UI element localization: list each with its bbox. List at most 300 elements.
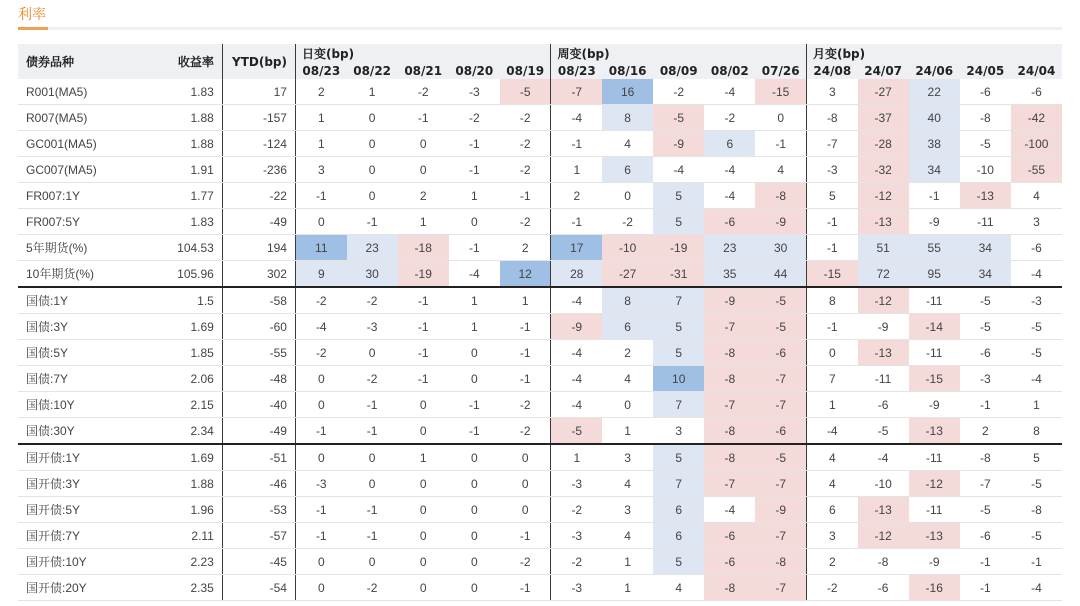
daily-change-cell: -1 xyxy=(398,287,449,314)
daily-change-cell: -1 xyxy=(398,314,449,340)
monthly-change-cell: -6 xyxy=(1011,235,1062,261)
monthly-change-cell: -4 xyxy=(1011,366,1062,392)
active-tab-underline xyxy=(18,27,48,30)
daily-change-cell: -1 xyxy=(295,523,346,549)
monthly-change-cell: -6 xyxy=(960,340,1011,366)
weekly-change-cell: -9 xyxy=(551,314,602,340)
monthly-change-cell: -1 xyxy=(806,314,857,340)
monthly-change-cell: -1 xyxy=(960,575,1011,601)
weekly-change-cell: -6 xyxy=(704,549,755,575)
monthly-change-cell: 6 xyxy=(806,497,857,523)
monthly-change-cell: -6 xyxy=(960,79,1011,105)
table-row xyxy=(18,209,1062,235)
monthly-change-cell: 34 xyxy=(960,235,1011,261)
weekly-change-cell: 1 xyxy=(602,418,653,445)
daily-change-cell: -1 xyxy=(398,105,449,131)
monthly-change-cell: -6 xyxy=(960,523,1011,549)
monthly-change-cell: -1 xyxy=(909,183,960,209)
monthly-change-cell: 0 xyxy=(806,340,857,366)
ytd-cell: -55 xyxy=(222,340,295,366)
header-monthly-date: 24/05 xyxy=(960,62,1011,79)
monthly-change-cell: -4 xyxy=(858,444,909,471)
daily-change-cell: -3 xyxy=(449,79,500,105)
daily-change-cell: 1 xyxy=(398,209,449,235)
header-bond-type: 债券品种 xyxy=(18,44,150,79)
weekly-change-cell: 4 xyxy=(653,575,704,601)
weekly-change-cell: -5 xyxy=(755,287,806,314)
bond-name-cell: 国开债:5Y xyxy=(18,497,150,523)
weekly-change-cell: -4 xyxy=(704,157,755,183)
monthly-change-cell: -5 xyxy=(960,287,1011,314)
monthly-change-cell: -8 xyxy=(1011,497,1062,523)
weekly-change-cell: -8 xyxy=(755,549,806,575)
monthly-change-cell: 7 xyxy=(806,366,857,392)
weekly-change-cell: 10 xyxy=(653,366,704,392)
table-row xyxy=(18,183,1062,209)
daily-change-cell: 0 xyxy=(347,444,398,471)
bond-name-cell: 国债:10Y xyxy=(18,392,150,418)
weekly-change-cell: -8 xyxy=(704,575,755,601)
monthly-change-cell: -3 xyxy=(960,366,1011,392)
monthly-change-cell: 3 xyxy=(806,79,857,105)
weekly-change-cell: -9 xyxy=(755,497,806,523)
yield-cell: 1.83 xyxy=(150,79,222,105)
weekly-change-cell: -4 xyxy=(704,497,755,523)
weekly-change-cell: 7 xyxy=(653,287,704,314)
header-daily-date: 08/19 xyxy=(500,62,551,79)
ytd-cell: -40 xyxy=(222,392,295,418)
weekly-change-cell: -8 xyxy=(704,418,755,445)
yield-cell: 1.69 xyxy=(150,444,222,471)
monthly-change-cell: -12 xyxy=(858,183,909,209)
monthly-change-cell: 72 xyxy=(858,261,909,288)
yield-cell: 1.88 xyxy=(150,131,222,157)
yield-cell: 1.5 xyxy=(150,287,222,314)
daily-change-cell: 0 xyxy=(295,575,346,601)
ytd-cell: -51 xyxy=(222,444,295,471)
monthly-change-cell: -5 xyxy=(960,497,1011,523)
bond-name-cell: FR007:5Y xyxy=(18,209,150,235)
bond-name-cell: 国开债:7Y xyxy=(18,523,150,549)
monthly-change-cell: -13 xyxy=(960,183,1011,209)
weekly-change-cell: 16 xyxy=(602,79,653,105)
daily-change-cell: -2 xyxy=(500,157,551,183)
header-daily-date: 08/21 xyxy=(398,62,449,79)
weekly-change-cell: -7 xyxy=(755,392,806,418)
daily-change-cell: 0 xyxy=(347,183,398,209)
weekly-change-cell: 35 xyxy=(704,261,755,288)
daily-change-cell: 23 xyxy=(347,235,398,261)
monthly-change-cell: -15 xyxy=(909,366,960,392)
daily-change-cell: 0 xyxy=(295,209,346,235)
monthly-change-cell: 34 xyxy=(960,261,1011,288)
ytd-cell: -60 xyxy=(222,314,295,340)
weekly-change-cell: 6 xyxy=(653,497,704,523)
weekly-change-cell: -6 xyxy=(755,340,806,366)
header-daily-date: 08/23 xyxy=(295,62,346,79)
weekly-change-cell: -5 xyxy=(653,105,704,131)
weekly-change-cell: -2 xyxy=(704,105,755,131)
monthly-change-cell: -6 xyxy=(1011,79,1062,105)
weekly-change-cell: -6 xyxy=(704,523,755,549)
header-monthly-date: 24/08 xyxy=(806,62,857,79)
bond-name-cell: 国开债:3Y xyxy=(18,471,150,497)
monthly-change-cell: -4 xyxy=(1011,261,1062,288)
weekly-change-cell: 5 xyxy=(653,444,704,471)
monthly-change-cell: -13 xyxy=(858,340,909,366)
ytd-cell: -48 xyxy=(222,366,295,392)
weekly-change-cell: -3 xyxy=(551,471,602,497)
weekly-change-cell: 5 xyxy=(653,209,704,235)
ytd-cell: -58 xyxy=(222,287,295,314)
monthly-change-cell: -16 xyxy=(909,575,960,601)
monthly-change-cell: -7 xyxy=(806,131,857,157)
monthly-change-cell: -1 xyxy=(960,392,1011,418)
weekly-change-cell: 3 xyxy=(653,418,704,445)
daily-change-cell: -2 xyxy=(398,79,449,105)
monthly-change-cell: -11 xyxy=(909,444,960,471)
weekly-change-cell: 30 xyxy=(755,235,806,261)
daily-change-cell: 0 xyxy=(347,549,398,575)
weekly-change-cell: 4 xyxy=(602,366,653,392)
daily-change-cell: -2 xyxy=(500,105,551,131)
yield-cell: 2.23 xyxy=(150,549,222,575)
weekly-change-cell: -4 xyxy=(551,287,602,314)
header-weekly-date: 08/02 xyxy=(704,62,755,79)
daily-change-cell: 0 xyxy=(500,497,551,523)
weekly-change-cell: -3 xyxy=(551,575,602,601)
monthly-change-cell: 4 xyxy=(1011,183,1062,209)
monthly-change-cell: -9 xyxy=(909,209,960,235)
daily-change-cell: 0 xyxy=(500,471,551,497)
daily-change-cell: 0 xyxy=(347,105,398,131)
weekly-change-cell: -8 xyxy=(704,340,755,366)
daily-change-cell: -2 xyxy=(500,418,551,445)
daily-change-cell: -1 xyxy=(449,157,500,183)
monthly-change-cell: -3 xyxy=(806,157,857,183)
header-weekly-date: 08/23 xyxy=(551,62,602,79)
monthly-change-cell: -14 xyxy=(909,314,960,340)
daily-change-cell: -1 xyxy=(500,340,551,366)
daily-change-cell: 0 xyxy=(295,444,346,471)
weekly-change-cell: 5 xyxy=(653,340,704,366)
weekly-change-cell: 17 xyxy=(551,235,602,261)
monthly-change-cell: -9 xyxy=(909,549,960,575)
daily-change-cell: 0 xyxy=(449,575,500,601)
daily-change-cell: 1 xyxy=(295,131,346,157)
yield-cell: 2.34 xyxy=(150,418,222,445)
daily-change-cell: 0 xyxy=(449,340,500,366)
daily-change-cell: -1 xyxy=(449,418,500,445)
rates-table-body xyxy=(18,79,1062,601)
weekly-change-cell: -27 xyxy=(602,261,653,288)
daily-change-cell: 0 xyxy=(449,366,500,392)
daily-change-cell: -1 xyxy=(347,497,398,523)
header-ytd: YTD(bp) xyxy=(222,44,295,79)
weekly-change-cell: -1 xyxy=(755,131,806,157)
weekly-change-cell: 23 xyxy=(704,235,755,261)
weekly-change-cell: 8 xyxy=(602,105,653,131)
daily-change-cell: -1 xyxy=(500,366,551,392)
yield-cell: 1.96 xyxy=(150,497,222,523)
monthly-change-cell: 55 xyxy=(909,235,960,261)
daily-change-cell: -2 xyxy=(500,392,551,418)
daily-change-cell: -1 xyxy=(295,418,346,445)
weekly-change-cell: -7 xyxy=(704,314,755,340)
daily-change-cell: -1 xyxy=(500,523,551,549)
ytd-cell: 17 xyxy=(222,79,295,105)
monthly-change-cell: 5 xyxy=(806,183,857,209)
weekly-change-cell: -5 xyxy=(551,418,602,445)
yield-cell: 104.53 xyxy=(150,235,222,261)
monthly-change-cell: -9 xyxy=(909,392,960,418)
monthly-change-cell: -5 xyxy=(1011,314,1062,340)
daily-change-cell: 0 xyxy=(347,157,398,183)
bond-name-cell: 国开债:20Y xyxy=(18,575,150,601)
weekly-change-cell: 5 xyxy=(653,314,704,340)
daily-change-cell: 11 xyxy=(295,235,346,261)
monthly-change-cell: -37 xyxy=(858,105,909,131)
weekly-change-cell: 0 xyxy=(602,183,653,209)
daily-change-cell: -2 xyxy=(500,209,551,235)
weekly-change-cell: -2 xyxy=(551,549,602,575)
daily-change-cell: 0 xyxy=(398,497,449,523)
table-row xyxy=(18,340,1062,366)
daily-change-cell: -2 xyxy=(347,287,398,314)
weekly-change-cell: -4 xyxy=(551,105,602,131)
daily-change-cell: 30 xyxy=(347,261,398,288)
bond-name-cell: 国开债:10Y xyxy=(18,549,150,575)
header-daily-date: 08/20 xyxy=(449,62,500,79)
weekly-change-cell: -7 xyxy=(755,523,806,549)
bond-name-cell: 国债:3Y xyxy=(18,314,150,340)
bond-name-cell: 国债:5Y xyxy=(18,340,150,366)
monthly-change-cell: 8 xyxy=(806,287,857,314)
monthly-change-cell: 8 xyxy=(1011,418,1062,445)
yield-cell: 2.35 xyxy=(150,575,222,601)
monthly-change-cell: 40 xyxy=(909,105,960,131)
monthly-change-cell: 22 xyxy=(909,79,960,105)
weekly-change-cell: -4 xyxy=(704,183,755,209)
monthly-change-cell: 38 xyxy=(909,131,960,157)
weekly-change-cell: -1 xyxy=(551,131,602,157)
weekly-change-cell: -8 xyxy=(704,366,755,392)
daily-change-cell: 1 xyxy=(449,183,500,209)
daily-change-cell: 0 xyxy=(398,471,449,497)
weekly-change-cell: -4 xyxy=(704,79,755,105)
weekly-change-cell: 7 xyxy=(653,392,704,418)
daily-change-cell: -1 xyxy=(500,314,551,340)
weekly-change-cell: 1 xyxy=(602,575,653,601)
daily-change-cell: 0 xyxy=(398,523,449,549)
daily-change-cell: 0 xyxy=(398,575,449,601)
daily-change-cell: 0 xyxy=(398,549,449,575)
daily-change-cell: -1 xyxy=(500,575,551,601)
monthly-change-cell: -6 xyxy=(858,392,909,418)
ytd-cell: -157 xyxy=(222,105,295,131)
daily-change-cell: -1 xyxy=(295,497,346,523)
daily-change-cell: 0 xyxy=(398,392,449,418)
yield-cell: 2.06 xyxy=(150,366,222,392)
weekly-change-cell: -6 xyxy=(704,209,755,235)
monthly-change-cell: -11 xyxy=(909,287,960,314)
daily-change-cell: -1 xyxy=(347,392,398,418)
weekly-change-cell: -31 xyxy=(653,261,704,288)
yield-cell: 1.88 xyxy=(150,105,222,131)
header-weekly-date: 07/26 xyxy=(755,62,806,79)
monthly-change-cell: -5 xyxy=(858,418,909,445)
daily-change-cell: -2 xyxy=(347,366,398,392)
monthly-change-cell: -13 xyxy=(909,418,960,445)
daily-change-cell: -2 xyxy=(500,549,551,575)
weekly-change-cell: -7 xyxy=(755,575,806,601)
weekly-change-cell: 4 xyxy=(602,471,653,497)
weekly-change-cell: 1 xyxy=(551,157,602,183)
bond-name-cell: 国债:1Y xyxy=(18,287,150,314)
daily-change-cell: -1 xyxy=(295,183,346,209)
monthly-change-cell: -5 xyxy=(1011,340,1062,366)
weekly-change-cell: 3 xyxy=(602,444,653,471)
monthly-change-cell: -55 xyxy=(1011,157,1062,183)
monthly-change-cell: 4 xyxy=(806,471,857,497)
daily-change-cell: -1 xyxy=(500,183,551,209)
monthly-change-cell: 51 xyxy=(858,235,909,261)
table-row xyxy=(18,366,1062,392)
monthly-change-cell: -2 xyxy=(806,575,857,601)
section-tab-label[interactable]: 利率 xyxy=(18,7,46,23)
monthly-change-cell: -7 xyxy=(960,471,1011,497)
daily-change-cell: -2 xyxy=(500,131,551,157)
bond-name-cell: GC001(MA5) xyxy=(18,131,150,157)
ytd-cell: -53 xyxy=(222,497,295,523)
weekly-change-cell: -5 xyxy=(755,314,806,340)
monthly-change-cell: -15 xyxy=(806,261,857,288)
weekly-change-cell: 28 xyxy=(551,261,602,288)
ytd-cell: -49 xyxy=(222,209,295,235)
daily-change-cell: 1 xyxy=(398,444,449,471)
ytd-cell: -46 xyxy=(222,471,295,497)
daily-change-cell: 0 xyxy=(500,444,551,471)
daily-change-cell: -3 xyxy=(295,471,346,497)
daily-change-cell: 0 xyxy=(398,131,449,157)
weekly-change-cell: -2 xyxy=(602,209,653,235)
monthly-change-cell: -10 xyxy=(960,157,1011,183)
monthly-change-cell: -3 xyxy=(1011,287,1062,314)
header-weekly-change: 周变(bp) xyxy=(551,44,807,62)
weekly-change-cell: 4 xyxy=(755,157,806,183)
yield-cell: 105.96 xyxy=(150,261,222,288)
daily-change-cell: 2 xyxy=(398,183,449,209)
daily-change-cell: 12 xyxy=(500,261,551,288)
ytd-cell: 302 xyxy=(222,261,295,288)
daily-change-cell: -2 xyxy=(295,287,346,314)
weekly-change-cell: -5 xyxy=(755,444,806,471)
weekly-change-cell: -10 xyxy=(602,235,653,261)
weekly-change-cell: 4 xyxy=(602,131,653,157)
daily-change-cell: 1 xyxy=(449,287,500,314)
daily-change-cell: -1 xyxy=(347,418,398,445)
daily-change-cell: -1 xyxy=(347,523,398,549)
monthly-change-cell: -11 xyxy=(909,340,960,366)
monthly-change-cell: -8 xyxy=(806,105,857,131)
yield-cell: 1.88 xyxy=(150,471,222,497)
bond-name-cell: R001(MA5) xyxy=(18,79,150,105)
daily-change-cell: -1 xyxy=(398,340,449,366)
monthly-change-cell: -5 xyxy=(1011,471,1062,497)
table-row xyxy=(18,235,1062,261)
weekly-change-cell: -2 xyxy=(551,497,602,523)
monthly-change-cell: -32 xyxy=(858,157,909,183)
daily-change-cell: 0 xyxy=(449,497,500,523)
ytd-cell: -236 xyxy=(222,157,295,183)
weekly-change-cell: 0 xyxy=(602,392,653,418)
table-row xyxy=(18,471,1062,497)
header-weekly-date: 08/16 xyxy=(602,62,653,79)
monthly-change-cell: -9 xyxy=(858,314,909,340)
daily-change-cell: -2 xyxy=(347,575,398,601)
monthly-change-cell: -13 xyxy=(858,209,909,235)
bond-name-cell: FR007:1Y xyxy=(18,183,150,209)
monthly-change-cell: 1 xyxy=(1011,392,1062,418)
bond-name-cell: 国债:30Y xyxy=(18,418,150,445)
weekly-change-cell: 44 xyxy=(755,261,806,288)
table-row xyxy=(18,418,1062,445)
monthly-change-cell: -100 xyxy=(1011,131,1062,157)
monthly-change-cell: -10 xyxy=(858,471,909,497)
monthly-change-cell: -13 xyxy=(858,497,909,523)
monthly-change-cell: -27 xyxy=(858,79,909,105)
monthly-change-cell: 3 xyxy=(806,523,857,549)
daily-change-cell: 0 xyxy=(398,418,449,445)
daily-change-cell: 0 xyxy=(449,549,500,575)
monthly-change-cell: 95 xyxy=(909,261,960,288)
table-row xyxy=(18,314,1062,340)
header-monthly-date: 24/07 xyxy=(858,62,909,79)
daily-change-cell: 1 xyxy=(449,314,500,340)
monthly-change-cell: -1 xyxy=(1011,549,1062,575)
weekly-change-cell: 1 xyxy=(602,549,653,575)
daily-change-cell: 0 xyxy=(347,340,398,366)
weekly-change-cell: -3 xyxy=(551,523,602,549)
table-row xyxy=(18,497,1062,523)
daily-change-cell: -1 xyxy=(449,131,500,157)
daily-change-cell: -1 xyxy=(449,392,500,418)
daily-change-cell: 1 xyxy=(295,105,346,131)
daily-change-cell: 0 xyxy=(398,157,449,183)
ytd-cell: -49 xyxy=(222,418,295,445)
weekly-change-cell: 1 xyxy=(551,444,602,471)
daily-change-cell: -4 xyxy=(295,314,346,340)
daily-change-cell: 0 xyxy=(449,209,500,235)
monthly-change-cell: -12 xyxy=(909,471,960,497)
monthly-change-cell: 34 xyxy=(909,157,960,183)
ytd-cell: -124 xyxy=(222,131,295,157)
table-row xyxy=(18,79,1062,105)
weekly-change-cell: -7 xyxy=(755,366,806,392)
monthly-change-cell: -13 xyxy=(909,523,960,549)
weekly-change-cell: 6 xyxy=(602,314,653,340)
weekly-change-cell: 6 xyxy=(602,157,653,183)
weekly-change-cell: -7 xyxy=(551,79,602,105)
monthly-change-cell: 4 xyxy=(806,444,857,471)
daily-change-cell: 0 xyxy=(295,392,346,418)
monthly-change-cell: -11 xyxy=(858,366,909,392)
ytd-cell: 194 xyxy=(222,235,295,261)
monthly-change-cell: -5 xyxy=(960,131,1011,157)
monthly-change-cell: -1 xyxy=(806,209,857,235)
header-daily-change: 日变(bp) xyxy=(295,44,551,62)
daily-change-cell: -2 xyxy=(449,105,500,131)
